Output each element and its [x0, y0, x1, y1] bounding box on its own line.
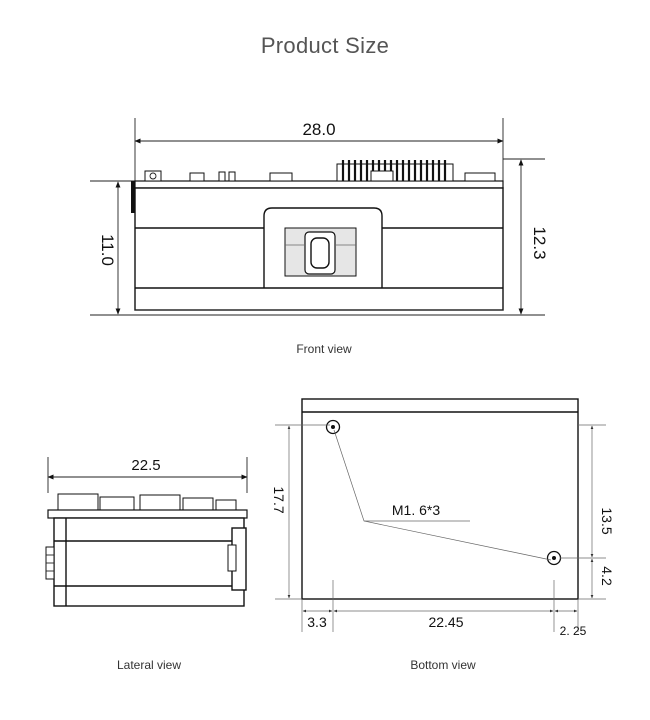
- bottom-right-upper-label: 13.5: [599, 507, 615, 535]
- front-pcb-board: [135, 181, 503, 188]
- lateral-pcb-board: [48, 510, 247, 518]
- front-component: [145, 171, 161, 181]
- lateral-view-caption: Lateral view: [116, 658, 182, 672]
- bottom-view-caption: Bottom view: [410, 658, 476, 672]
- bottom-view: [271, 399, 615, 672]
- front-component: [190, 173, 204, 181]
- page-title: Product Size: [260, 33, 390, 58]
- lateral-component: [183, 498, 213, 510]
- front-component: [270, 173, 292, 181]
- lateral-body: [54, 518, 244, 606]
- bottom-left-height-label: 17.7: [271, 486, 287, 514]
- bottom-left-offset-label: 3.3: [307, 614, 327, 630]
- front-component: [371, 171, 393, 181]
- lateral-component: [58, 494, 98, 510]
- front-width-label: 28.0: [302, 120, 336, 139]
- front-component: [465, 173, 495, 181]
- mounting-hole-center: [331, 425, 335, 429]
- bottom-right-lower-label: 4.2: [599, 566, 615, 586]
- mounting-hole-center: [552, 556, 556, 560]
- bottom-right-offset-label: 2. 25: [559, 624, 587, 638]
- front-component: [219, 172, 225, 181]
- lateral-component: [216, 500, 236, 510]
- front-right-height-label: 12.3: [530, 226, 549, 260]
- lateral-component: [140, 495, 180, 510]
- screw-spec-label: M1. 6*3: [391, 502, 441, 518]
- lateral-view: [46, 457, 247, 672]
- front-left-post: [131, 181, 135, 213]
- lateral-width-label: 22.5: [131, 457, 161, 474]
- bottom-outline: [302, 399, 578, 599]
- front-view-caption: Front view: [296, 342, 352, 356]
- front-switch-slot: [311, 238, 329, 268]
- front-left-height-label: 11.0: [98, 234, 117, 266]
- lateral-switch-knob: [228, 545, 236, 571]
- bottom-hole-spacing-label: 22.45: [428, 614, 464, 630]
- front-view: [90, 118, 549, 356]
- lateral-component: [100, 497, 134, 510]
- front-component: [229, 172, 235, 181]
